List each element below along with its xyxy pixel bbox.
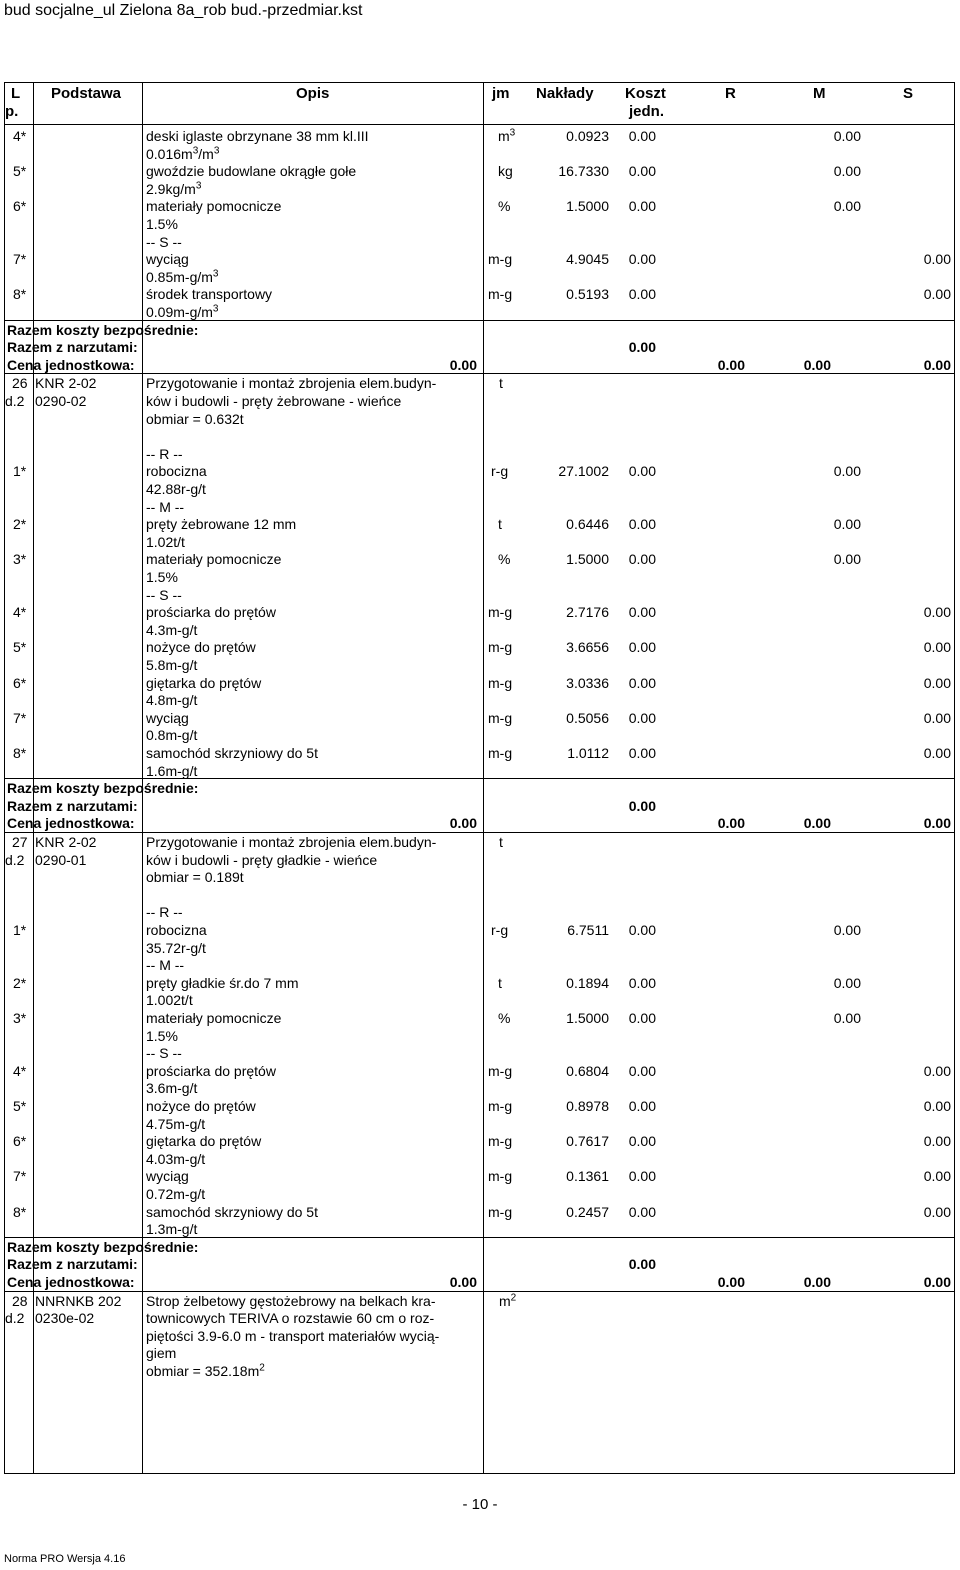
page-number: - 10 - — [462, 1496, 498, 1513]
item-quantity: 1.5000 — [566, 1010, 609, 1026]
position-measurement: obmiar = 0.632t — [146, 410, 244, 427]
section-marker: -- M -- — [146, 957, 185, 974]
summary-label: Razem koszty bezpośrednie: — [7, 321, 199, 338]
item-norm: $0.016m^3/m^3$ — [146, 144, 220, 162]
position-basis: KNR 2-02 — [35, 834, 97, 850]
item-quantity: 1.5000 — [566, 198, 609, 215]
item-unit-cost: 0.00 — [628, 128, 656, 144]
col-header-lp-2: p. — [5, 103, 19, 120]
item-unit: $m^3$ — [498, 127, 516, 144]
item-quantity: 0.5056 — [566, 709, 609, 726]
item-number: 5* — [13, 1098, 27, 1114]
item-quantity: 27.1002 — [558, 463, 609, 480]
item-norm: 1.5% — [146, 569, 178, 585]
item-description: prościarka do prętów — [146, 1062, 276, 1079]
item-cost-value: 0.00 — [923, 604, 951, 621]
item-unit: % — [498, 198, 511, 215]
item-unit: m-g — [488, 604, 513, 621]
position-unit: $m^2$ — [499, 1291, 517, 1309]
item-unit: m-g — [488, 745, 513, 761]
position-number: 26 — [12, 375, 28, 392]
item-unit-cost: 0.00 — [628, 1203, 656, 1220]
item-norm: 4.03m-g/t — [146, 1150, 206, 1167]
item-unit: m-g — [488, 709, 513, 726]
item-norm: $0.09m-g/m^3$ — [146, 303, 219, 320]
summary-value: 0.00 — [628, 1256, 656, 1273]
item-norm: $2.9kg/m^3$ — [146, 180, 202, 197]
item-cost-value: 0.00 — [833, 974, 861, 991]
cost-estimate-table — [4, 82, 955, 1474]
col-header-jm: jm — [492, 85, 510, 102]
item-norm: 1.6m-g/t — [146, 762, 198, 779]
item-norm: 1.5% — [146, 1027, 178, 1044]
summary-label: Razem z narzutami: — [7, 1256, 138, 1273]
item-norm: 5.8m-g/t — [146, 657, 198, 673]
item-unit-cost: 0.00 — [628, 286, 656, 303]
summary-total: 0.00 — [449, 1274, 477, 1290]
item-unit-cost: 0.00 — [628, 251, 656, 268]
position-description-3: piętości 3.9-6.0 m - transport materiałów wycią- — [146, 1327, 440, 1344]
item-description: giętarka do prętów — [146, 1133, 262, 1150]
item-unit-cost: 0.00 — [628, 709, 656, 726]
item-number: 1* — [13, 463, 27, 480]
item-quantity: 3.6656 — [566, 639, 609, 656]
position-description-2: ków i budowli - pręty żebrowane - wieńce — [146, 393, 402, 409]
item-cost-value: 0.00 — [923, 745, 951, 761]
col-header-lp: L — [11, 85, 21, 102]
position-unit: t — [499, 834, 503, 850]
summary-r: 0.00 — [717, 356, 745, 373]
col-header-opis: Opis — [296, 85, 330, 102]
section-marker: -- R -- — [146, 904, 183, 921]
item-cost-value: 0.00 — [833, 198, 861, 215]
section-marker: -- M -- — [146, 498, 185, 515]
item-number: 5* — [13, 639, 27, 656]
item-norm: 1.3m-g/t — [146, 1221, 198, 1238]
item-number: 8* — [13, 1203, 27, 1220]
summary-value: 0.00 — [628, 339, 656, 356]
item-cost-value: 0.00 — [833, 516, 861, 533]
file-title: bud socjalne_ul Zielona 8a_rob bud.-przedmiar.kst — [4, 2, 363, 19]
item-description: samochód skrzyniowy do 5t — [146, 1203, 318, 1220]
item-norm: 0.72m-g/t — [146, 1186, 206, 1202]
item-quantity: 0.5193 — [566, 286, 609, 303]
item-quantity: 6.7511 — [567, 922, 609, 938]
position-basis-code: 0290-02 — [35, 393, 87, 409]
row-divider — [5, 832, 954, 833]
summary-label: Cena jednostkowa: — [7, 1274, 135, 1290]
item-number: 4* — [13, 1062, 27, 1079]
col-header-podstawa: Podstawa — [51, 85, 122, 102]
item-cost-value: 0.00 — [923, 639, 951, 656]
item-quantity: 16.7330 — [558, 163, 609, 180]
col-header-koszt-2: jedn. — [629, 103, 665, 120]
position-description-4: giem — [146, 1345, 177, 1362]
item-number: 3* — [13, 1010, 27, 1026]
item-description: prościarka do prętów — [146, 604, 276, 621]
position-number: 27 — [12, 834, 28, 850]
item-unit: r-g — [491, 922, 509, 938]
item-cost-value: 0.00 — [833, 922, 861, 938]
item-unit-cost: 0.00 — [628, 639, 656, 656]
item-unit: t — [498, 516, 502, 533]
position-description: Przygotowanie i montaż zbrojenia elem.budyn- — [146, 375, 437, 392]
item-cost-value: 0.00 — [923, 286, 951, 303]
position-basis-code: 0290-01 — [35, 851, 87, 868]
item-number: 6* — [13, 1133, 27, 1150]
item-cost-value: 0.00 — [923, 1203, 951, 1220]
item-norm: 1.5% — [146, 216, 178, 232]
row-divider — [5, 1291, 954, 1292]
col-header-s: S — [903, 85, 914, 102]
item-description: gwoździe budowlane okrągłe gołe — [146, 163, 357, 180]
item-number: 8* — [13, 286, 27, 303]
item-number: 5* — [13, 163, 27, 180]
item-unit: % — [498, 1010, 511, 1026]
item-norm: 35.72r-g/t — [146, 939, 206, 956]
item-norm: 4.75m-g/t — [146, 1115, 206, 1132]
item-cost-value: 0.00 — [923, 1062, 951, 1079]
item-description: wyciąg — [146, 709, 189, 726]
item-quantity: 0.6804 — [566, 1062, 609, 1079]
row-divider — [5, 778, 954, 779]
item-cost-value: 0.00 — [923, 1168, 951, 1185]
summary-label: Razem koszty bezpośrednie: — [7, 780, 199, 797]
summary-total: 0.00 — [449, 815, 477, 832]
item-norm: 3.6m-g/t — [146, 1080, 198, 1097]
item-cost-value: 0.00 — [923, 709, 951, 726]
position-number: 28 — [12, 1292, 28, 1309]
summary-m: 0.00 — [803, 815, 831, 832]
position-section: d.2 — [5, 851, 25, 868]
item-number: 3* — [13, 551, 27, 568]
item-cost-value: 0.00 — [833, 1010, 861, 1026]
section-marker: -- R -- — [146, 445, 183, 462]
item-norm: 42.88r-g/t — [146, 481, 206, 497]
item-unit-cost: 0.00 — [628, 463, 656, 480]
item-description: wyciąg — [146, 251, 189, 268]
summary-m: 0.00 — [803, 1274, 831, 1290]
row-divider — [5, 320, 954, 321]
item-description: samochód skrzyniowy do 5t — [146, 745, 318, 761]
item-number: 7* — [13, 251, 27, 268]
header-divider — [5, 124, 954, 125]
item-unit: t — [498, 974, 502, 991]
position-basis: KNR 2-02 — [35, 375, 97, 392]
summary-s: 0.00 — [923, 356, 951, 373]
item-unit-cost: 0.00 — [628, 674, 656, 691]
item-quantity: 1.5000 — [566, 551, 609, 568]
position-description: Przygotowanie i montaż zbrojenia elem.budyn- — [146, 834, 437, 850]
summary-label: Cena jednostkowa: — [7, 356, 135, 373]
item-number: 7* — [13, 709, 27, 726]
item-unit-cost: 0.00 — [628, 1168, 656, 1185]
item-unit: kg — [498, 163, 513, 180]
summary-r: 0.00 — [717, 1274, 745, 1290]
item-description: pręty gładkie śr.do 7 mm — [146, 974, 299, 991]
position-measurement: obmiar = $352.18m^2$ — [146, 1362, 265, 1379]
item-norm: 1.02t/t — [146, 533, 185, 550]
item-number: 4* — [13, 604, 27, 621]
position-basis-code: 0230e-02 — [35, 1310, 95, 1327]
item-cost-value: 0.00 — [833, 463, 861, 480]
item-norm: $0.85m-g/m^3$ — [146, 268, 219, 285]
item-unit-cost: 0.00 — [628, 1062, 656, 1079]
summary-label: Cena jednostkowa: — [7, 815, 135, 832]
item-unit-cost: 0.00 — [628, 922, 656, 938]
item-quantity: 0.1361 — [566, 1168, 609, 1185]
item-quantity: 2.7176 — [566, 604, 609, 621]
item-number: 6* — [13, 198, 27, 215]
item-unit: m-g — [488, 1203, 513, 1220]
section-marker: -- S -- — [146, 1045, 182, 1062]
item-unit-cost: 0.00 — [628, 604, 656, 621]
item-quantity: 0.8978 — [566, 1098, 609, 1114]
item-description: deski iglaste obrzynane 38 mm kl.III — [146, 128, 369, 144]
summary-value: 0.00 — [628, 797, 656, 814]
item-norm: 1.002t/t — [146, 992, 193, 1009]
item-number: 2* — [13, 974, 27, 991]
item-unit: m-g — [488, 1168, 513, 1185]
item-unit-cost: 0.00 — [628, 974, 656, 991]
item-description: nożyce do prętów — [146, 639, 256, 656]
item-number: 1* — [13, 922, 27, 938]
position-description-2: ków i budowli - pręty gładkie - wieńce — [146, 851, 378, 868]
row-divider — [5, 373, 954, 374]
item-description: materiały pomocnicze — [146, 1010, 282, 1026]
position-description-2: townicowych TERIVA o rozstawie 60 cm o roz- — [146, 1310, 435, 1327]
item-quantity: 3.0336 — [566, 674, 609, 691]
item-number: 4* — [13, 128, 27, 144]
item-description: środek transportowy — [146, 286, 273, 303]
item-unit: m-g — [488, 639, 513, 656]
item-unit: % — [498, 551, 511, 568]
item-norm: 4.8m-g/t — [146, 692, 198, 709]
col-header-m: M — [813, 85, 826, 102]
position-section: d.2 — [5, 1310, 25, 1327]
item-description: nożyce do prętów — [146, 1098, 256, 1114]
item-description: robocizna — [146, 463, 207, 480]
item-unit: r-g — [491, 463, 509, 480]
position-measurement: obmiar = 0.189t — [146, 869, 244, 886]
item-number: 2* — [13, 516, 27, 533]
item-unit: m-g — [488, 1062, 513, 1079]
summary-label: Razem z narzutami: — [7, 339, 138, 356]
item-quantity: 0.2457 — [566, 1203, 609, 1220]
item-quantity: 0.7617 — [566, 1133, 609, 1150]
item-unit: m-g — [488, 251, 513, 268]
section-marker: -- S -- — [146, 586, 182, 603]
summary-label: Razem z narzutami: — [7, 797, 138, 814]
item-unit: m-g — [488, 1133, 513, 1150]
item-number: 8* — [13, 745, 27, 761]
item-description: robocizna — [146, 922, 207, 938]
item-unit-cost: 0.00 — [628, 1010, 656, 1026]
item-cost-value: 0.00 — [923, 674, 951, 691]
item-norm: 0.8m-g/t — [146, 727, 198, 744]
col-header-koszt: Koszt — [625, 85, 666, 102]
software-footer: Norma PRO Wersja 4.16 — [4, 1553, 126, 1565]
item-quantity: 0.6446 — [566, 516, 609, 533]
position-basis: NNRNKB 202 — [35, 1292, 122, 1309]
item-unit-cost: 0.00 — [628, 1098, 656, 1114]
item-unit: m-g — [488, 286, 513, 303]
summary-s: 0.00 — [923, 1274, 951, 1290]
item-cost-value: 0.00 — [923, 1098, 951, 1114]
item-description: wyciąg — [146, 1168, 189, 1185]
summary-s: 0.00 — [923, 815, 951, 832]
summary-r: 0.00 — [717, 815, 745, 832]
item-description: materiały pomocnicze — [146, 198, 282, 215]
item-unit: m-g — [488, 674, 513, 691]
item-quantity: 0.1894 — [566, 974, 609, 991]
position-description: Strop żelbetowy gęstożebrowy na belkach kra- — [146, 1292, 436, 1309]
item-norm: 4.3m-g/t — [146, 621, 198, 638]
summary-total: 0.00 — [449, 356, 477, 373]
item-unit-cost: 0.00 — [628, 745, 656, 761]
col-header-r: R — [725, 85, 736, 102]
position-section: d.2 — [5, 393, 25, 409]
section-marker: -- S -- — [146, 233, 182, 250]
item-unit: m-g — [488, 1098, 513, 1114]
item-quantity: 0.0923 — [566, 128, 609, 144]
item-unit-cost: 0.00 — [628, 551, 656, 568]
position-unit: t — [499, 375, 503, 392]
item-cost-value: 0.00 — [923, 1133, 951, 1150]
item-quantity: 4.9045 — [566, 251, 609, 268]
item-number: 7* — [13, 1168, 27, 1185]
item-unit-cost: 0.00 — [628, 1133, 656, 1150]
item-unit-cost: 0.00 — [628, 516, 656, 533]
col-header-naklady: Nakłady — [536, 85, 594, 102]
item-unit-cost: 0.00 — [628, 163, 656, 180]
item-description: giętarka do prętów — [146, 674, 262, 691]
item-unit-cost: 0.00 — [628, 198, 656, 215]
item-cost-value: 0.00 — [833, 163, 861, 180]
item-cost-value: 0.00 — [923, 251, 951, 268]
item-description: pręty żebrowane 12 mm — [146, 516, 297, 533]
item-cost-value: 0.00 — [833, 128, 861, 144]
item-quantity: 1.0112 — [567, 745, 609, 761]
item-cost-value: 0.00 — [833, 551, 861, 568]
summary-label: Razem koszty bezpośrednie: — [7, 1238, 199, 1255]
item-number: 6* — [13, 674, 27, 691]
row-divider — [5, 1237, 954, 1238]
item-description: materiały pomocnicze — [146, 551, 282, 568]
summary-m: 0.00 — [803, 356, 831, 373]
